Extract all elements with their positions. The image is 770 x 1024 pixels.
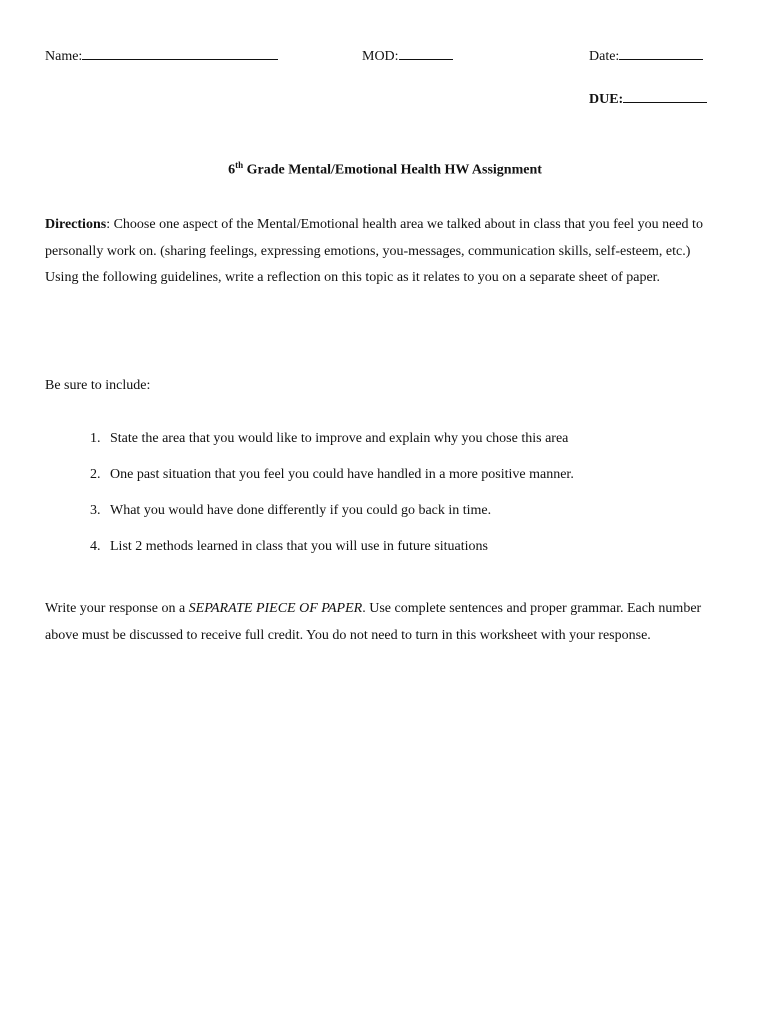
due-label: DUE: xyxy=(589,92,624,107)
closing-emphasis: SEPARATE PIECE OF PAPER xyxy=(188,601,363,616)
list-item xyxy=(90,462,574,498)
list-item-text: List 2 methods learned in class that you will use in future situations xyxy=(110,539,488,554)
title-text: Grade Mental/Emotional Health HW Assignment xyxy=(243,162,542,178)
due-field xyxy=(589,90,707,108)
list-item-number: 2. xyxy=(90,467,101,482)
list-item xyxy=(90,534,574,570)
list-item xyxy=(90,426,574,462)
list-item-text: One past situation that you feel you could have handled in a more positive manner. xyxy=(110,467,574,482)
list-item-text: What you would have done differently if you could go back in time. xyxy=(110,503,492,518)
list-item xyxy=(90,498,574,534)
mod-blank-line xyxy=(399,47,453,60)
title-grade: 6 xyxy=(228,162,236,178)
requirements-list xyxy=(90,426,574,570)
list-item-number: 4. xyxy=(90,539,101,554)
directions-label: Directions xyxy=(45,217,107,232)
page-title xyxy=(0,160,770,179)
mod-field xyxy=(362,47,453,65)
closing-text-before: Write your response on a xyxy=(45,601,189,616)
include-intro: Be sure to include: xyxy=(45,378,151,393)
title-superscript: th xyxy=(235,160,244,170)
date-field xyxy=(589,47,703,65)
closing-text-after: . Use complete sentences and proper grammar. Each number above must be discussed to receive full credit. You do not need to turn in this worksheet with your response. xyxy=(45,601,702,643)
name-field xyxy=(45,47,278,65)
closing-paragraph xyxy=(45,596,725,649)
date-blank-line xyxy=(619,47,703,60)
name-label: Name: xyxy=(45,49,83,64)
list-item-number: 3. xyxy=(90,503,101,518)
list-item-number: 1. xyxy=(90,431,101,446)
directions-paragraph xyxy=(45,212,725,292)
list-item-text: State the area that you would like to improve and explain why you chose this area xyxy=(110,431,569,446)
mod-label: MOD: xyxy=(362,49,399,64)
name-blank-line xyxy=(82,47,278,60)
directions-text: : Choose one aspect of the Mental/Emotional health area we talked about in class that you feel you need to personally work on. (sharing feelings, expressing emotions, you-messages, communication skills, self-esteem, etc.) Using the following guidelines, write a reflection on this topic as it relates to you on a separate sheet of paper. xyxy=(45,217,703,285)
date-label: Date: xyxy=(589,49,620,64)
due-blank-line xyxy=(623,90,707,103)
